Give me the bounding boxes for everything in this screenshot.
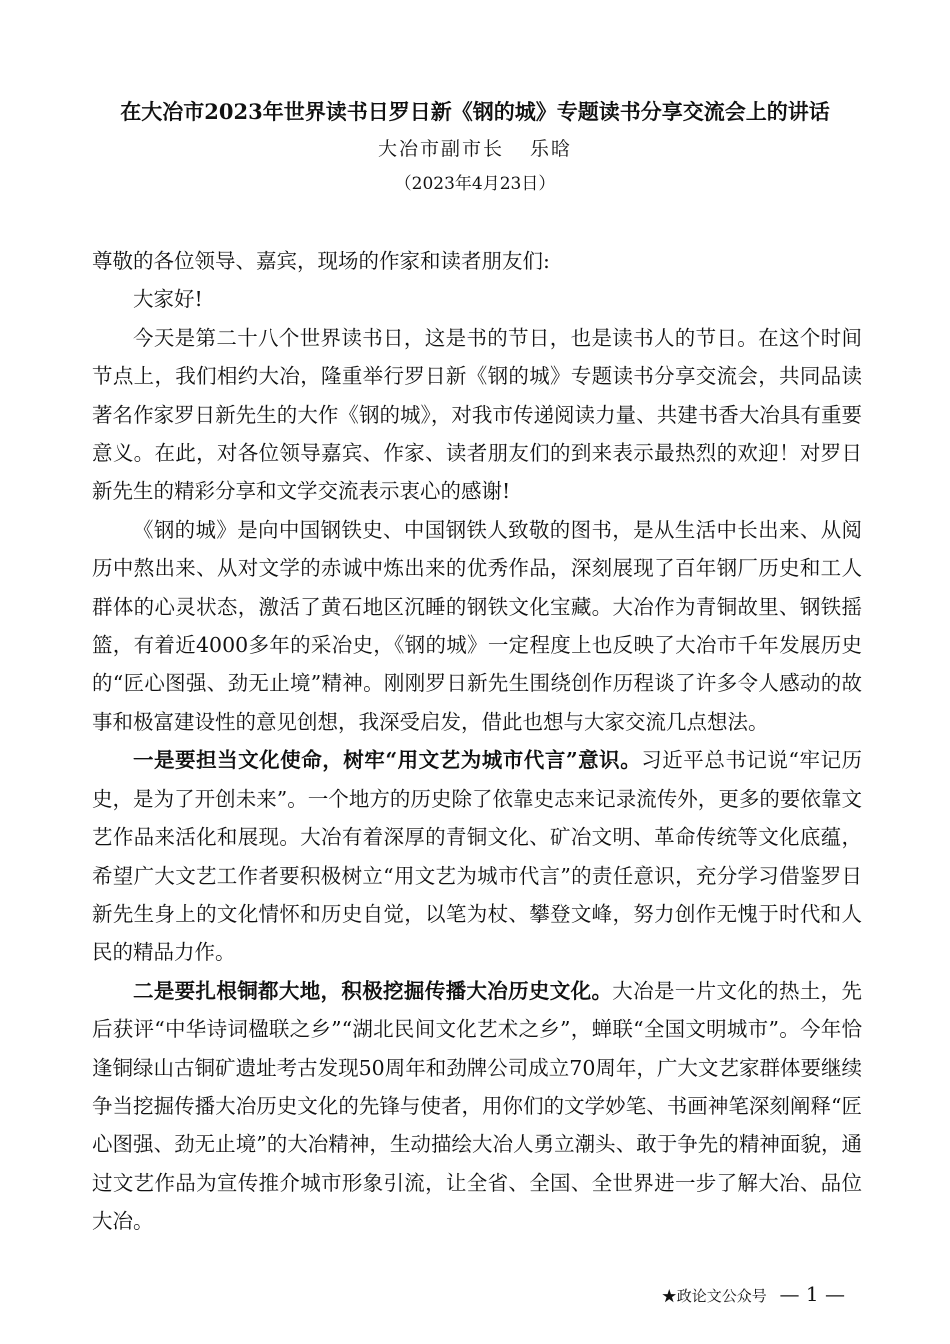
paragraph-4-heading: 二是要扎根铜都大地，积极挖掘传播大冶历史文化。: [133, 978, 613, 1003]
paragraph-2: 《钢的城》是向中国钢铁史、中国钢铁人致敬的图书，是从生活中长出来、从阅历中熬出来、从对文学的赤诚中炼出来的优秀作品，深刻展现了百年钢厂历史和工人群体的心灵状态，激活了黄石地区沉睡的钢铁文化宝藏。大冶作为青铜故里、钢铁摇篮，有着近4000多年的采冶史，《钢的城》一定程度上也反映了大冶市千年发展历史的“匠心图强、劲无止境”精神。刚刚罗日新先生围绕创作历程谈了许多令人感动的故事和极富建设性的意见创想，我深受启发，借此也想与大家交流几点想法。: [92, 517, 862, 734]
paragraph-3: [92, 741, 862, 971]
author-name: 乐晗: [530, 138, 573, 160]
document-title: 在大冶市2023年世界读书日罗日新《钢的城》专题读书分享交流会上的讲话: [120, 99, 830, 124]
paragraph-3-heading: 一是要担当文化使命，树牢“用文艺为城市代言”意识。: [133, 748, 642, 773]
paragraph-4-text: 大冶是一片文化的热土，先后获评“中华诗词楹联之乡”“湖北民间文化艺术之乡”，蝉联“全国文明城市”。今年恰逢铜绿山古铜矿遗址考古发现50周年和劲牌公司成立70周年，广大文艺家群体要继续争当挖掘传播大冶历史文化的先锋与使者，用你们的文学妙笔、书画神笔深刻阐释“匠心图强、劲无止境”的大冶精神，生动描绘大冶人勇立潮头、敢于争先的精神面貌，通过文艺作品为宣传推介城市形象引流，让全省、全国、全世界进一步了解大冶、品位大冶。: [92, 978, 863, 1234]
speech-date: （2023年4月23日）: [394, 174, 556, 194]
paragraph-1: 今天是第二十八个世界读书日，这是书的节日，也是读书人的节日。在这个时间节点上，我们相约大冶，隆重举行罗日新《钢的城》专题读书分享交流会，共同品读著名作家罗日新先生的大作《钢的城》，对我市传递阅读力量、共建书香大冶具有重要意义。在此，对各位领导嘉宾、作家、读者朋友们的到来表示最热烈的欢迎！对罗日新先生的精彩分享和文学交流表示衷心的感谢!: [92, 325, 862, 504]
footer-source: ★政论文公众号: [661, 1287, 767, 1305]
salutation: 尊敬的各位领导、嘉宾，现场的作家和读者朋友们:: [92, 249, 550, 273]
paragraph-4: [92, 972, 862, 1241]
document-body: [92, 242, 862, 1241]
greeting: 大家好!: [133, 287, 203, 312]
page-footer: [662, 1280, 845, 1310]
page-number: — 1 —: [779, 1282, 845, 1306]
author-line: [0, 134, 950, 164]
author-role: 大冶市副市长: [377, 138, 504, 160]
paragraph-3-text: 习近平总书记说“牢记历史，是为了开创未来”。一个地方的历史除了依靠史志来记录流传外，更多的要依靠文艺作品来活化和展现。大冶有着深厚的青铜文化、矿冶文明、革命传统等文化底蕴，希望广大文艺工作者要积极树立“用文艺为城市代言”的责任意识，充分学习借鉴罗日新先生身上的文化情怀和历史自觉，以笔为杖、攀登文峰，努力创作无愧于时代和人民的精品力作。: [92, 748, 862, 965]
